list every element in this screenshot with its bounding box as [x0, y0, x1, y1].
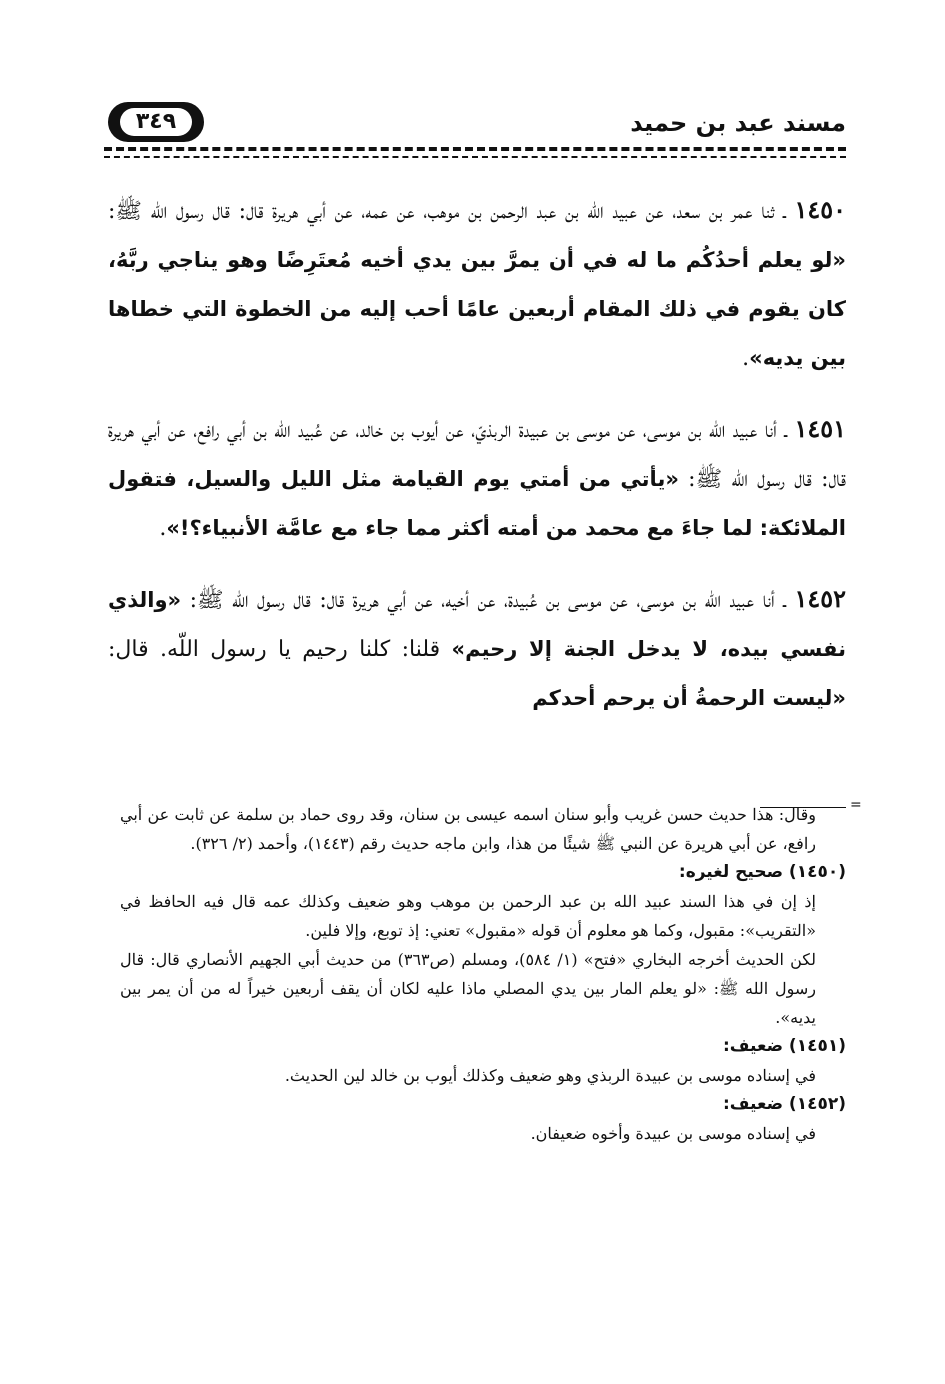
- hadith-number: ١٤٥١: [794, 414, 846, 443]
- hadith-chain: ـ أنا عبيد اللّه بن موسى، عن موسى بن عُبيدة، عن أخيه، عن أبي هريرة قال: قال رسول اللّه ﷺ:: [181, 588, 786, 613]
- footnotes: [120, 800, 846, 1148]
- hadith-tail: .: [159, 516, 167, 541]
- page-number: ٣٤٩: [120, 108, 192, 136]
- hadith-quote-2: «ليست الرحمةُ أن يرحم أحدكم: [532, 686, 846, 710]
- header-rule-thin: [104, 156, 846, 158]
- footnote-heading-1451: (١٤٥١) ضعيف:: [723, 1036, 846, 1056]
- hadith-tail: .: [742, 346, 750, 371]
- hadith-chain: ـ أنا عبيد اللّه بن موسى، عن موسى بن عبيدة الربذيّ، عن أيوب بن خالد، عن عُبيد اللّه بن أبي رافع، عن أبي هريرة قال: قال رسول اللّه ﷺ:: [108, 418, 847, 492]
- hadith-number: ١٤٥٢: [794, 584, 846, 613]
- footnote-paragraph: في إسناده موسى بن عبيدة وأخوه ضعيفان.: [530, 1124, 816, 1143]
- footnote-heading-1450: (١٤٥٠) صحيح لغيره:: [678, 862, 846, 882]
- footnote-paragraph: في إسناده موسى بن عبيدة الربذي وهو ضعيف وكذلك أيوب بن خالد لين الحديث.: [284, 1066, 816, 1085]
- continuation-marker: =: [850, 797, 862, 813]
- main-text: [108, 186, 846, 745]
- book-title: مسند عبد بن حميد: [630, 109, 846, 137]
- hadith-number: ١٤٥٠: [794, 195, 846, 224]
- page-header: [104, 100, 846, 144]
- footnote-heading-1452: (١٤٥٢) ضعيف:: [723, 1094, 846, 1114]
- hadith-1451: [108, 405, 846, 553]
- hadith-1452: [108, 575, 846, 723]
- page-number-badge: [108, 102, 204, 142]
- hadith-quote: «لو يعلم أحدُكُم ما له في أن يمرَّ بين يدي أخيه مُعتَرِضًا وهو يناجي ربَّهُ، كان يقوم في ذلك المقام أربعين عامًا أحب إليه من الخطوة التي خطاها بين يديه»: [108, 248, 846, 370]
- footnote-paragraph: لكن الحديث أخرجه البخاري «فتح» (١/ ٥٨٤)، ومسلم (ص٣٦٣) من حديث أبي الجهيم الأنصاري قال: قال رسول الله ﷺ: «لو يعلم المار بين يدي المصلي ماذا عليه لكان أن يقف أربعين خيراً له من أن يمر بين يديه».: [120, 950, 816, 1027]
- footnote-paragraph: إذ إن في هذا السند عبيد الله بن عبد الرحمن بن موهب وهو ضعيف وكذلك عمه قال فيه الحافظ في «التقريب»: مقبول، وكما هو معلوم أن قوله «مقبول» تعني: إذ توبع، وإلا فلين.: [120, 892, 817, 940]
- hadith-quote: «يأتي من أمتي يوم القيامة مثل الليل والسيل، فتقول الملائكة: لما جاءَ مع محمد من أمته أكثر مما جاء مع عامَّة الأنبياء؟!»: [108, 467, 846, 540]
- hadith-quote: «والذي نفسي بيده، لا يدخل الجنة إلا رحيم»: [108, 588, 846, 661]
- hadith-middle: قلنا: كلنا رحيم يا رسول اللّه. قال:: [108, 637, 452, 662]
- hadith-chain: ـ ثنا عمر بن سعد، عن عبيد اللّه بن عبد الرحمن بن موهب، عن عمه، عن أبي هريرة قال: قال رسول اللّه ﷺ:: [108, 199, 786, 224]
- footnote-continuation: وقال: هذا حديث حسن غريب وأبو سنان اسمه عيسى بن سنان، وقد روى حماد بن سلمة عن ثابت عن أبي رافع، عن أبي هريرة عن النبي ﷺ شيئًا من هذا، وابن ماجه حديث رقم (١٤٤٣)، وأحمد (٢/ ٣٢٦).: [120, 805, 817, 853]
- hadith-1450: [108, 186, 846, 383]
- header-rule-thick: [104, 147, 846, 151]
